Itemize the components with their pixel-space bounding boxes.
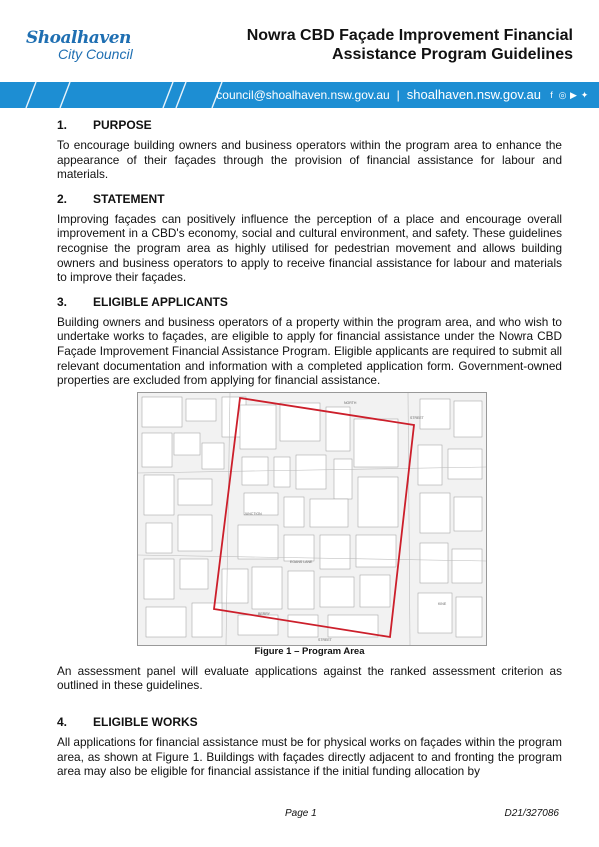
section-1-heading: [57, 118, 562, 133]
title-line-2: Assistance Program Guidelines: [332, 46, 573, 63]
figure-caption: Figure 1 – Program Area: [254, 645, 365, 657]
contact-separator: |: [396, 88, 400, 102]
shoalhaven-logo: [22, 24, 157, 68]
section-title: ELIGIBLE WORKS: [93, 714, 198, 729]
svg-text:JUNCTION: JUNCTION: [244, 511, 262, 516]
logo-wordmark: Shoalhaven: [26, 28, 131, 48]
section-number: 2.: [57, 191, 68, 206]
section-title: STATEMENT: [93, 191, 165, 206]
instagram-icon[interactable]: ◎: [558, 89, 567, 100]
svg-text:STREET: STREET: [318, 637, 332, 642]
svg-text:BERRY: BERRY: [258, 611, 270, 616]
email-link[interactable]: council@shoalhaven.nsw.gov.au: [216, 88, 390, 102]
document-reference: D21/327086: [504, 808, 559, 819]
svg-text:NORTH: NORTH: [344, 400, 357, 405]
contact-band: [0, 82, 599, 108]
purpose-paragraph: To encourage building owners and business operators within the program area to enhance the appearance of their façades through the provision of financial assistance for labour and materials.: [57, 138, 562, 182]
section-title: PURPOSE: [93, 118, 152, 132]
document-title: [213, 26, 573, 64]
statement-paragraph: Improving façades can positively influence the perception of a place and encourage overall improvement in a CBD's economy, social and cultural environment, and safety. These guidelines recognise the program area as highly utilised for pedestrian movement and allows building owners and business operators to apply to receive financial assistance for labour and materials to improve their façades.: [57, 211, 562, 285]
section-4-heading: [57, 715, 562, 730]
assessment-paragraph: An assessment panel will evaluate applications against the ranked assessment criterion as outlined in these guidelines.: [57, 663, 562, 693]
page-header: [0, 0, 599, 82]
eligible-works-paragraph: All applications for financial assistance must be for physical works on façades within the program area, as shown at Figure 1. Buildings with façades directly adjacent to and fronting the program area may also be eligible for financial assistance if the initial funding allocation by: [57, 734, 562, 779]
title-line-1: Nowra CBD Façade Improvement Financial: [246, 27, 573, 44]
page-number: Page 1: [285, 808, 317, 819]
social-icons: [547, 91, 589, 100]
band-slash-decoration: [0, 82, 230, 108]
document-body: [57, 118, 562, 789]
facebook-icon[interactable]: f: [550, 89, 553, 100]
section-3-heading: [57, 295, 562, 310]
twitter-icon[interactable]: ✦: [580, 89, 589, 100]
contact-details: [216, 87, 589, 103]
youtube-icon[interactable]: ▶: [570, 89, 577, 100]
section-number: 4.: [57, 714, 68, 729]
program-area-map: [137, 392, 487, 646]
logo-subtitle: City Council: [58, 46, 133, 62]
eligible-applicants-paragraph: Building owners and business operators of a property within the program area, and who wish to undertake works to façades, are eligible to apply for financial assistance under the Nowra CBD Façade Improvement Financial Assistance Program. Eligible applicants are required to submit all relevant documentation and information with a completed application form. Government-owned properties are excluded from applying for financial assistance.: [57, 314, 562, 388]
svg-text:EGANS LANE: EGANS LANE: [290, 559, 313, 564]
map-drawing: [138, 393, 486, 645]
section-title: ELIGIBLE APPLICANTS: [93, 294, 228, 309]
svg-text:STREET: STREET: [410, 415, 424, 420]
section-number: 3.: [57, 294, 68, 309]
section-2-heading: [57, 192, 562, 207]
website-link[interactable]: shoalhaven.nsw.gov.au: [406, 87, 541, 102]
svg-text:KINE: KINE: [438, 601, 447, 606]
section-number: 1.: [57, 118, 68, 132]
